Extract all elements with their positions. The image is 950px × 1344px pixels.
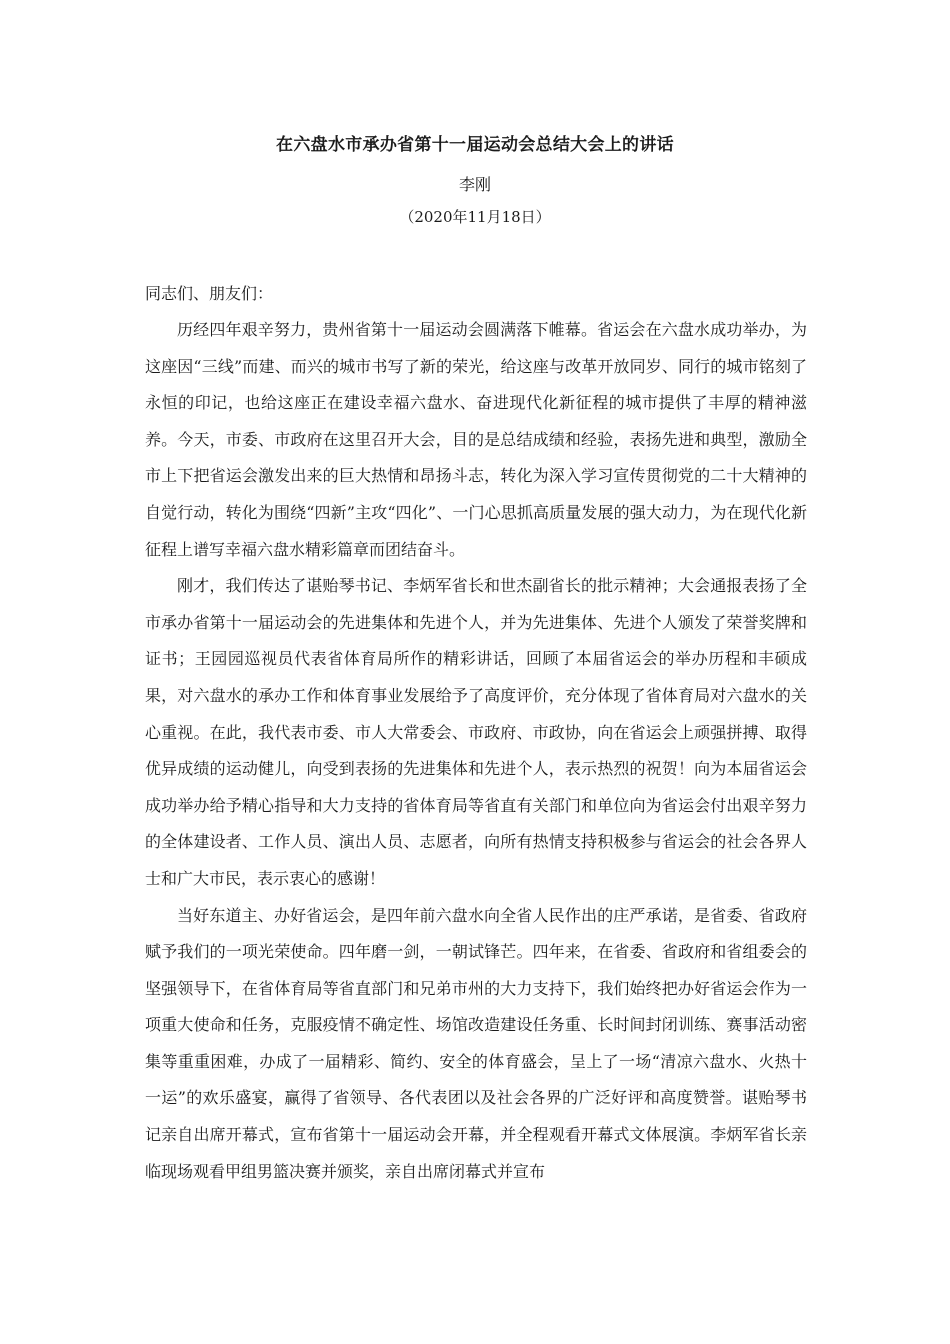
document-date: （2020年11月18日） [399,208,551,226]
document-body [145,276,807,1190]
document-author: 李刚 [458,175,491,194]
paragraph: 历经四年艰辛努力，贵州省第十一届运动会圆满落下帷幕。省运会在六盘水成功举办，为这座因“三线”而建、而兴的城市书写了新的荣光，给这座与改革开放同岁、同行的城市铭刻了永恒的印记，也给这座正在建设幸福六盘水、奋进现代化新征程的城市提供了丰厚的精神滋养。今天，市委、市政府在这里召开大会，目的是总结成绩和经验，表扬先进和典型，激励全市上下把省运会激发出来的巨大热情和昂扬斗志，转化为深入学习宣传贯彻党的二十大精神的自觉行动，转化为围绕“四新”主攻“四化”、一门心思抓高质量发展的强大动力，为在现代化新征程上谱写幸福六盘水精彩篇章而团结奋斗。 [145,320,807,559]
document-title: 在六盘水市承办省第十一届运动会总结大会上的讲话 [276,135,674,155]
paragraph: 刚才，我们传达了谌贻琴书记、李炳军省长和世杰副省长的批示精神；大会通报表扬了全市承办省第十一届运动会的先进集体和先进个人，并为先进集体、先进个人颁发了荣誉奖牌和证书；王园园巡视员代表省体育局所作的精彩讲话，回顾了本届省运会的举办历程和丰硕成果，对六盘水的承办工作和体育事业发展给予了高度评价，充分体现了省体育局对六盘水的关心重视。在此，我代表市委、市人大常委会、市政府、市政协，向在省运会上顽强拼搏、取得优异成绩的运动健儿，向受到表扬的先进集体和先进个人，表示热烈的祝贺！向为本届省运会成功举办给予精心指导和大力支持的省体育局等省直有关部门和单位向为省运会付出艰辛努力的全体建设者、工作人员、演出人员、志愿者，向所有热情支持积极参与省运会的社会各界人士和广大市民，表示衷心的感谢！ [145,576,807,888]
paragraph: 当好东道主、办好省运会，是四年前六盘水向全省人民作出的庄严承诺，是省委、省政府赋予我们的一项光荣使命。四年磨一剑，一朝试锋芒。四年来，在省委、省政府和省组委会的坚强领导下，在省体育局等省直部门和兄弟市州的大力支持下，我们始终把办好省运会作为一项重大使命和任务，克服疫情不确定性、场馆改造建设任务重、长时间封闭训练、赛事活动密集等重重困难，办成了一届精彩、简约、安全的体育盛会，呈上了一场“清凉六盘水、火热十一运”的欢乐盛宴，赢得了省领导、各代表团以及社会各界的广泛好评和高度赞誉。谌贻琴书记亲自出席开幕式，宣布省第十一届运动会开幕，并全程观看开幕式文体展演。李炳军省长亲临现场观看甲组男篮决赛并颁奖，亲自出席闭幕式并宣布 [145,905,807,1181]
salutation: 同志们、朋友们： [145,284,274,303]
